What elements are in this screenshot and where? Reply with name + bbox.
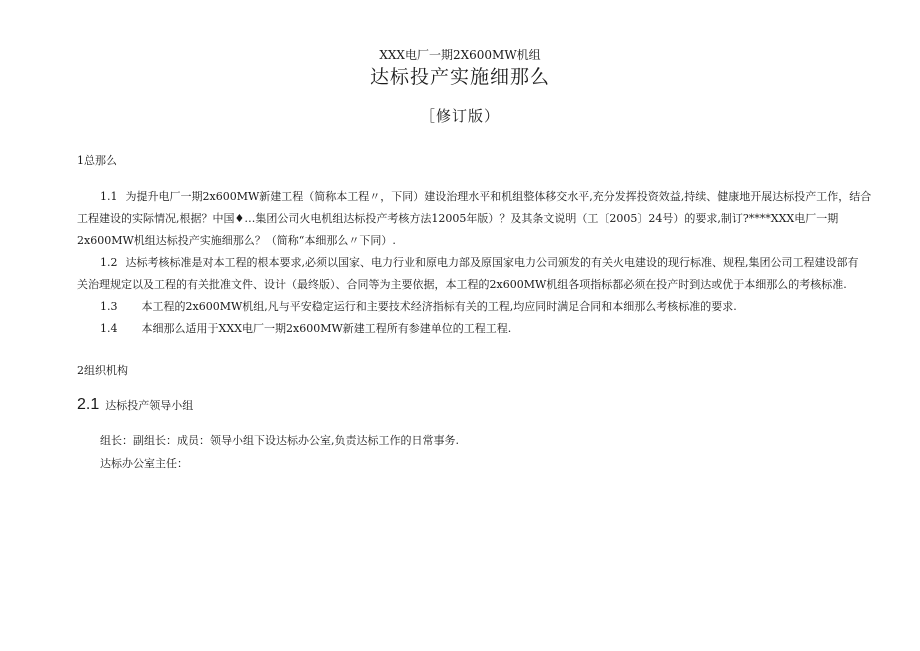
paragraph-1-4-number: 1.4 <box>100 322 118 335</box>
paragraph-1-3 <box>100 300 737 314</box>
document-revision: ［修订版） <box>419 107 500 125</box>
paragraph-1-1-text-1: 为提升电厂一期2x600MW新建工程（简称本工程〃，下同）建设治理水平和机组整体移交水平,充分发挥投资效益,持续、健康地开展达标投产工作，结合 <box>125 190 872 203</box>
subsection-2-1-number: 2.1 <box>77 396 100 413</box>
paragraph-1-1-line-3: 2x600MW机组达标投产实施细那么？（简称“本细那么〃下同）. <box>77 234 396 247</box>
paragraph-1-2-line-2: 关治理规定以及工程的有关批准文件、设计（最终版）、合同等为主要依据，本工程的2x600MW机组各项指标都必须在投产时到达或优于本细那么的考核标准. <box>77 278 847 291</box>
paragraph-1-3-text: 本工程的2x600MW机组,凡与平安稳定运行和主要技术经济指标有关的工程,均应同时满足合同和本细那么考核标准的要求. <box>141 300 737 313</box>
paragraph-1-1-line-2: 工程建设的实际情况,根据？中国♦…集团公司火电机组达标投产考核方法12005年版）？及其条文说明（工〔2005〕24号）的要求,制订?****XXX电厂一期 <box>77 212 839 225</box>
subsection-2-1-title: 达标投产领导小组 <box>105 399 194 412</box>
paragraph-1-2-number: 1.2 <box>100 256 118 269</box>
leadership-members-line: 组长：副组长：成员：领导小组下设达标办公室,负责达标工作的日常事务. <box>100 434 459 447</box>
document-subtitle: XXX电厂一期2X600MW机组 <box>379 48 541 62</box>
paragraph-1-3-number: 1.3 <box>100 300 118 313</box>
paragraph-1-1-line-1 <box>100 190 871 204</box>
paragraph-1-2-line-1 <box>100 256 859 270</box>
document-title: 达标投产实施细那么 <box>369 66 550 88</box>
subsection-2-1-heading <box>77 394 193 414</box>
section-1-heading: 1总那么 <box>77 154 117 167</box>
paragraph-1-4 <box>100 322 511 336</box>
office-director-line: 达标办公室主任： <box>100 457 188 470</box>
paragraph-1-4-text: 本细那么适用于XXX电厂一期2x600MW新建工程所有参建单位的工程工程. <box>141 322 512 335</box>
paragraph-1-1-number: 1.1 <box>100 190 118 203</box>
section-2-heading: 2组织机构 <box>77 364 128 377</box>
paragraph-1-2-text-1: 达标考核标准是对本工程的根本要求,必须以国家、电力行业和原电力部及原国家电力公司颁发的有关火电建设的现行标准、规程,集团公司工程建设部有 <box>125 256 859 269</box>
